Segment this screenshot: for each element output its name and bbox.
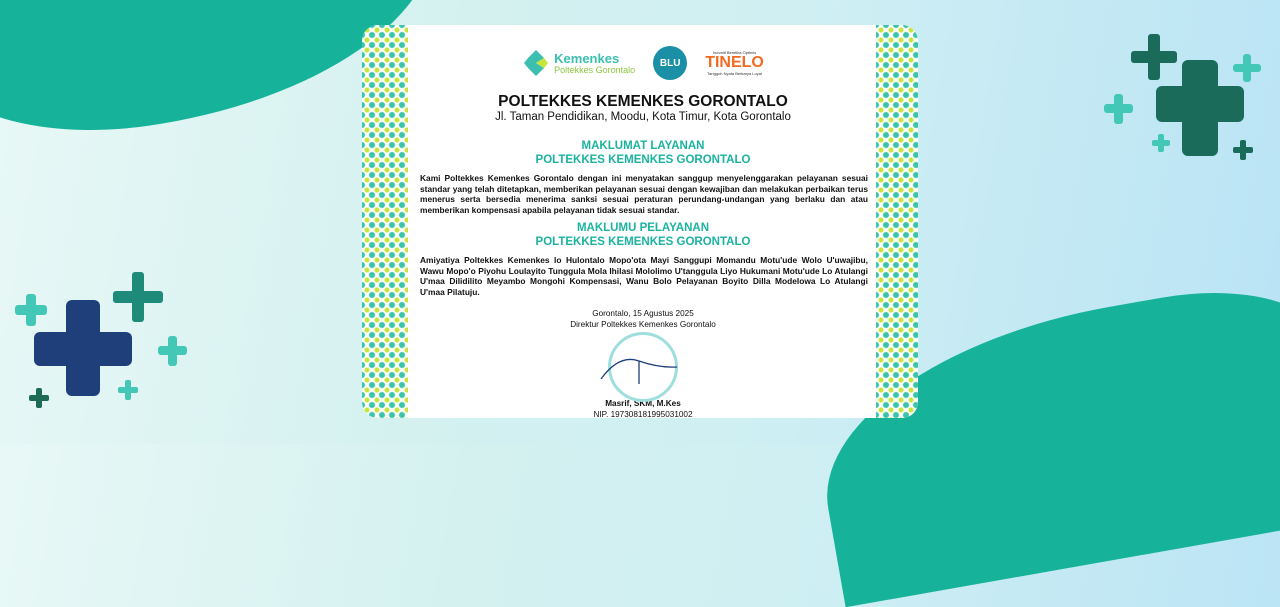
official-stamp-signature bbox=[608, 332, 678, 402]
signatory-nip: NIP. 197308181995031002 bbox=[593, 410, 693, 418]
section1-title: MAKLUMAT LAYANAN bbox=[581, 140, 705, 152]
section1-subtitle: POLTEKKES KEMENKES GORONTALO bbox=[535, 154, 751, 166]
decorative-pattern-left bbox=[362, 25, 408, 418]
tinelo-top: Inovatif Beretika Optimis bbox=[712, 50, 757, 55]
signature-position: Direktur Poltekkes Kemenkes Gorontalo bbox=[570, 320, 716, 329]
section2-body: Amiyatiya Poltekkes Kemenkes lo Hulontalo Mopo'ota Mayi Sanggupi Momandu Motu'ude Wolo U'uwajibu, Wawu Mopo'o Piyohu Loulayito Tunggula Mola Ihilasi Mololimo U'tanggula Liyo Hukumani Motu'ude Lo Atulangi U'maa Dilidilito Meyambo Mongohi Kompensasi, Wanu Bolo Pelayanan Boyito Dilla Modelowa Lo Atulangi U'maa Pilatuju. bbox=[420, 255, 868, 297]
tinelo-bottom: Tangguh Nyata Berkarya Loyal bbox=[707, 71, 762, 76]
tinelo-text: TINELO bbox=[705, 54, 764, 71]
blu-logo: BLU bbox=[653, 46, 687, 80]
section2-subtitle: POLTEKKES KEMENKES GORONTALO bbox=[535, 236, 751, 248]
institution-title: POLTEKKES KEMENKES GORONTALO bbox=[498, 93, 788, 110]
kemenkes-logo bbox=[522, 48, 635, 78]
logo-row bbox=[418, 43, 868, 83]
section2-title: MAKLUMU PELAYANAN bbox=[576, 222, 710, 234]
section1-body: Kami Poltekkes Kemenkes Gorontalo dengan ini menyatakan sanggup menyelenggarakan pelayanan sesuai standar yang telah ditetapkan, memberikan pelayanan sesuai dengan kewajiban dan melakukan perbaikan terus menerus serta bersedia menerima sanksi sesuai peraturan perundang-undangan yang berlaku dan atau memberikan kompensasi apabila pelayanan tidak sesuai standar. bbox=[420, 173, 868, 215]
signature-date: Gorontalo, 15 Agustus 2025 bbox=[592, 309, 694, 318]
kemenkes-emblem-icon bbox=[522, 48, 550, 78]
kemenkes-logo-subtitle: Poltekkes Gorontalo bbox=[554, 64, 636, 75]
plus-icons-right bbox=[1090, 30, 1280, 170]
kemenkes-logo-title: Kemenkes bbox=[554, 50, 620, 66]
signatory-name: Masrif, SKM, M.Kes bbox=[605, 399, 681, 408]
tinelo-logo bbox=[705, 50, 764, 76]
plus-icons-left bbox=[0, 260, 200, 420]
service-declaration-banner bbox=[362, 25, 918, 418]
institution-address: Jl. Taman Pendidikan, Moodu, Kota Timur, Kota Gorontalo bbox=[495, 111, 791, 123]
decorative-pattern-right bbox=[876, 25, 918, 418]
